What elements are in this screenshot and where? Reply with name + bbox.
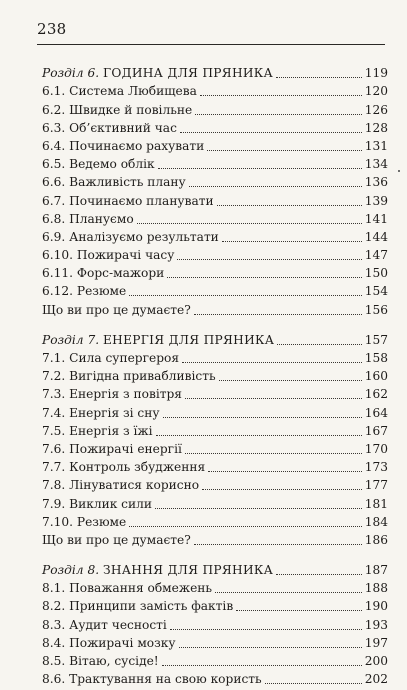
toc-entry[interactable] (42, 300, 388, 318)
toc-section-6[interactable] (42, 64, 388, 82)
dot-leader (207, 150, 361, 151)
toc-entry-label: 7.5. Енергія з їжі (42, 423, 153, 438)
dot-leader (163, 417, 362, 418)
toc-entry-label: 8.3. Аудит чесності (42, 617, 167, 632)
dot-leader (189, 186, 362, 187)
toc-page-number: 147 (364, 248, 388, 263)
section-title: ЕНЕРГІЯ ДЛЯ ПРЯНИКА (102, 332, 275, 347)
dot-leader (236, 610, 362, 611)
toc-entry[interactable] (42, 513, 388, 531)
toc-entry[interactable] (42, 634, 388, 652)
toc-page-number: 188 (364, 581, 388, 596)
toc-entry-label: 7.8. Лінуватися корисно (42, 478, 200, 493)
toc-entry-label: 8.5. Вітаю, сусіде! (42, 654, 159, 668)
toc-entry-label: 6.3. Об’єктивний час (42, 120, 177, 135)
page-number: 238 (37, 20, 67, 38)
toc-page-number: 139 (364, 193, 388, 208)
toc-entry[interactable] (42, 458, 388, 476)
toc-section-7[interactable] (42, 331, 388, 349)
dot-leader (155, 508, 362, 509)
toc-entry[interactable] (42, 403, 388, 421)
toc-page-number: 160 (364, 369, 388, 384)
toc-page-number: 157 (364, 332, 388, 347)
toc-entry-label: 6.10. Пожирачі часу (42, 248, 175, 263)
toc-entry-label: 7.4. Енергія зі сну (42, 405, 160, 420)
toc-entry[interactable] (42, 228, 388, 246)
toc-entry-label: 8.1. Поважання обмежень (42, 581, 213, 596)
section-title: ГОДИНА ДЛЯ ПРЯНИКА (102, 66, 274, 81)
toc-entry[interactable] (42, 385, 388, 403)
dot-leader (185, 453, 362, 454)
table-of-contents (42, 64, 388, 688)
toc-entry-label: 6.6. Важливість плану (42, 175, 186, 190)
print-speck (398, 170, 400, 172)
toc-entry[interactable] (42, 652, 388, 670)
toc-page-number: 202 (364, 672, 388, 687)
toc-entry-label: 6.7. Починаємо планувати (42, 193, 214, 208)
toc-page-number: 150 (364, 266, 388, 281)
dot-leader (265, 683, 362, 684)
dot-leader (162, 665, 362, 666)
toc-entry-label: 8.2. Принципи замість фактів (42, 599, 234, 614)
toc-page-number: 131 (364, 138, 388, 153)
dot-leader (129, 526, 361, 527)
dot-leader (158, 168, 362, 169)
toc-entry[interactable] (42, 137, 388, 155)
dot-leader (202, 489, 362, 490)
toc-page-number: 193 (364, 617, 388, 632)
dot-leader (137, 223, 362, 224)
section-title: ЗНАННЯ ДЛЯ ПРЯНИКА (102, 563, 274, 578)
toc-page-number: 164 (364, 405, 388, 420)
toc-page-number: 134 (364, 157, 388, 172)
toc-entry-label: 7.6. Пожирачі енергії (42, 441, 182, 456)
toc-page-number: 162 (364, 387, 388, 402)
toc-entry[interactable] (42, 119, 388, 137)
toc-entry[interactable] (42, 82, 388, 100)
dot-leader (156, 435, 362, 436)
toc-entry-label: 6.5. Ведемо облік (42, 157, 155, 172)
dot-leader (185, 398, 362, 399)
header-rule (37, 44, 385, 45)
toc-page-number: 120 (364, 84, 388, 99)
toc-entry-label: 7.3. Енергія з повітря (42, 387, 182, 402)
dot-leader (276, 574, 362, 575)
toc-page-number: 144 (364, 229, 388, 244)
toc-entry-label: 6.4. Починаємо рахувати (42, 138, 205, 153)
section-label (42, 331, 274, 349)
toc-page-number: 173 (364, 460, 388, 475)
dot-leader (179, 647, 362, 648)
toc-entry[interactable] (42, 100, 388, 118)
toc-entry[interactable] (42, 476, 388, 494)
dot-leader (219, 380, 362, 381)
toc-entry-label: 6.11. Форс-мажори (42, 266, 165, 281)
toc-entry[interactable] (42, 349, 388, 367)
dot-leader (277, 344, 361, 345)
dot-leader (177, 259, 361, 260)
toc-page-number: 184 (364, 514, 388, 529)
toc-page-number: 154 (364, 284, 388, 299)
toc-page-number: 186 (364, 532, 388, 547)
section-label (42, 64, 273, 82)
dot-leader (194, 314, 362, 315)
section-label (42, 561, 273, 579)
dot-leader (222, 241, 362, 242)
toc-page-number: 177 (364, 478, 388, 493)
toc-entry-label: 6.12. Резюме (42, 284, 127, 299)
dot-leader (129, 295, 361, 296)
toc-entry[interactable] (42, 282, 388, 300)
toc-page-number: 167 (364, 423, 388, 438)
toc-entry[interactable] (42, 440, 388, 458)
dot-leader (208, 471, 362, 472)
dot-leader (195, 114, 362, 115)
dot-leader (182, 362, 362, 363)
toc-page-number: 119 (364, 66, 388, 81)
toc-page-number: 181 (364, 496, 388, 511)
toc-page-number: 190 (364, 599, 388, 614)
dot-leader (167, 277, 361, 278)
section-number: Розділ 8. (42, 563, 100, 578)
toc-entry[interactable] (42, 615, 388, 633)
dot-leader (276, 77, 362, 78)
toc-page-number: 158 (364, 351, 388, 365)
dot-leader (215, 592, 362, 593)
toc-entry-label: 6.1. Система Любищева (42, 84, 197, 99)
dot-leader (180, 132, 362, 133)
toc-page-number: 128 (364, 120, 388, 135)
toc-entry[interactable] (42, 494, 388, 512)
toc-entry[interactable] (42, 670, 388, 688)
toc-entry-label: 8.6. Трактування на свою користь (42, 672, 262, 687)
toc-entry-label: 6.2. Швидке й повільне (42, 102, 193, 117)
toc-page-number: 200 (364, 654, 388, 668)
toc-page-number: 136 (364, 175, 388, 190)
toc-entry-label: 7.9. Виклик сили (42, 496, 152, 511)
toc-page-number: 170 (364, 441, 388, 456)
toc-entry-label: 7.7. Контроль збудження (42, 460, 206, 475)
toc-entry-label: 7.10. Резюме (42, 514, 127, 529)
toc-entry[interactable] (42, 155, 388, 173)
toc-entry[interactable] (42, 597, 388, 615)
toc-page-number: 197 (364, 635, 388, 650)
dot-leader (170, 629, 362, 630)
toc-entry-label: 6.8. Плануємо (42, 211, 134, 226)
toc-entry-label: Що ви про це думаєте? (42, 302, 191, 317)
toc-page-number: 156 (364, 302, 388, 317)
toc-entry-label: 6.9. Аналізуємо результати (42, 229, 219, 244)
section-number: Розділ 6. (42, 66, 100, 81)
section-number: Розділ 7. (42, 332, 100, 347)
toc-page-number: 126 (364, 102, 388, 117)
dot-leader (217, 205, 362, 206)
toc-page-number: 187 (364, 563, 388, 578)
toc-entry[interactable] (42, 264, 388, 282)
toc-entry[interactable] (42, 191, 388, 209)
toc-entry-label: 7.1. Сила супергероя (42, 351, 180, 365)
toc-entry[interactable] (42, 246, 388, 264)
toc-entry-label: 8.4. Пожирачі мозку (42, 635, 176, 650)
dot-leader (194, 544, 362, 545)
toc-entry[interactable] (42, 422, 388, 440)
toc-entry[interactable] (42, 367, 388, 385)
toc-entry[interactable] (42, 531, 388, 549)
toc-entry[interactable] (42, 210, 388, 228)
toc-section-8[interactable] (42, 561, 388, 579)
toc-entry-label: Що ви про це думаєте? (42, 532, 191, 547)
toc-entry-label: 7.2. Вигідна привабливість (42, 369, 216, 384)
toc-entry[interactable] (42, 579, 388, 597)
dot-leader (200, 95, 362, 96)
toc-entry[interactable] (42, 173, 388, 191)
toc-page-number: 141 (364, 211, 388, 226)
